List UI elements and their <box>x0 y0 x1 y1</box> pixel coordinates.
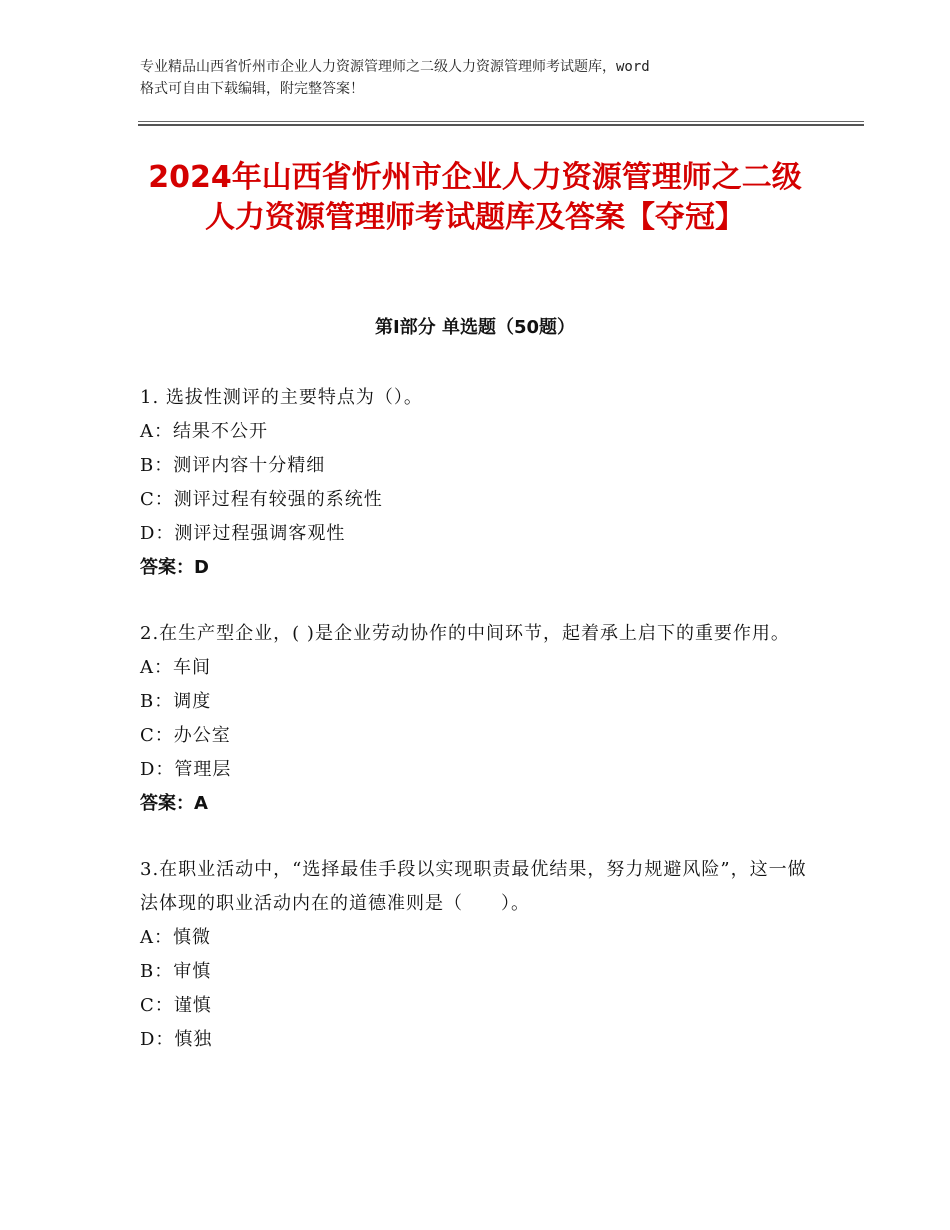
option-c: C：谨慎 <box>140 995 212 1016</box>
header-divider-thin <box>138 121 864 122</box>
question-stem: 1. 选拔性测评的主要特点为（）。 <box>140 387 423 408</box>
option-b: B：调度 <box>140 691 212 712</box>
question-list <box>140 381 810 1089</box>
option-b: B：审慎 <box>140 961 212 982</box>
option-c: C：办公室 <box>140 725 231 746</box>
option-a: A：车间 <box>140 657 211 678</box>
section-title: 第Ⅰ部分 单选题（50题） <box>374 317 575 338</box>
option-a: A：结果不公开 <box>140 421 268 442</box>
option-a: A：慎微 <box>140 927 211 948</box>
header-note <box>140 56 830 100</box>
document-title: 2024年山西省忻州市企业人力资源管理师之二级人力资源管理师考试题库及答案【夺冠】 <box>148 160 802 235</box>
header-note-line-2: 格式可自由下载编辑，附完整答案！ <box>140 81 364 97</box>
question-1 <box>140 381 810 585</box>
header-note-line-1: 专业精品山西省忻州市企业人力资源管理师之二级人力资源管理师考试题库，word <box>140 59 650 75</box>
option-d: D：管理层 <box>140 759 232 780</box>
answer: 答案：A <box>140 793 208 814</box>
question-stem: 3.在职业活动中，“选择最佳手段以实现职责最优结果，努力规避风险”，这一做法体现的职业活动内在的道德准则是（ ）。 <box>140 859 807 914</box>
header-divider-thick <box>138 124 864 126</box>
option-d: D：测评过程强调客观性 <box>140 523 346 544</box>
option-d: D：慎独 <box>140 1029 213 1050</box>
question-3 <box>140 853 810 1057</box>
question-2 <box>140 617 810 821</box>
option-c: C：测评过程有较强的系统性 <box>140 489 383 510</box>
option-b: B：测评内容十分精细 <box>140 455 326 476</box>
answer: 答案：D <box>140 557 209 578</box>
question-stem: 2.在生产型企业，( )是企业劳动协作的中间环节，起着承上启下的重要作用。 <box>140 623 790 644</box>
